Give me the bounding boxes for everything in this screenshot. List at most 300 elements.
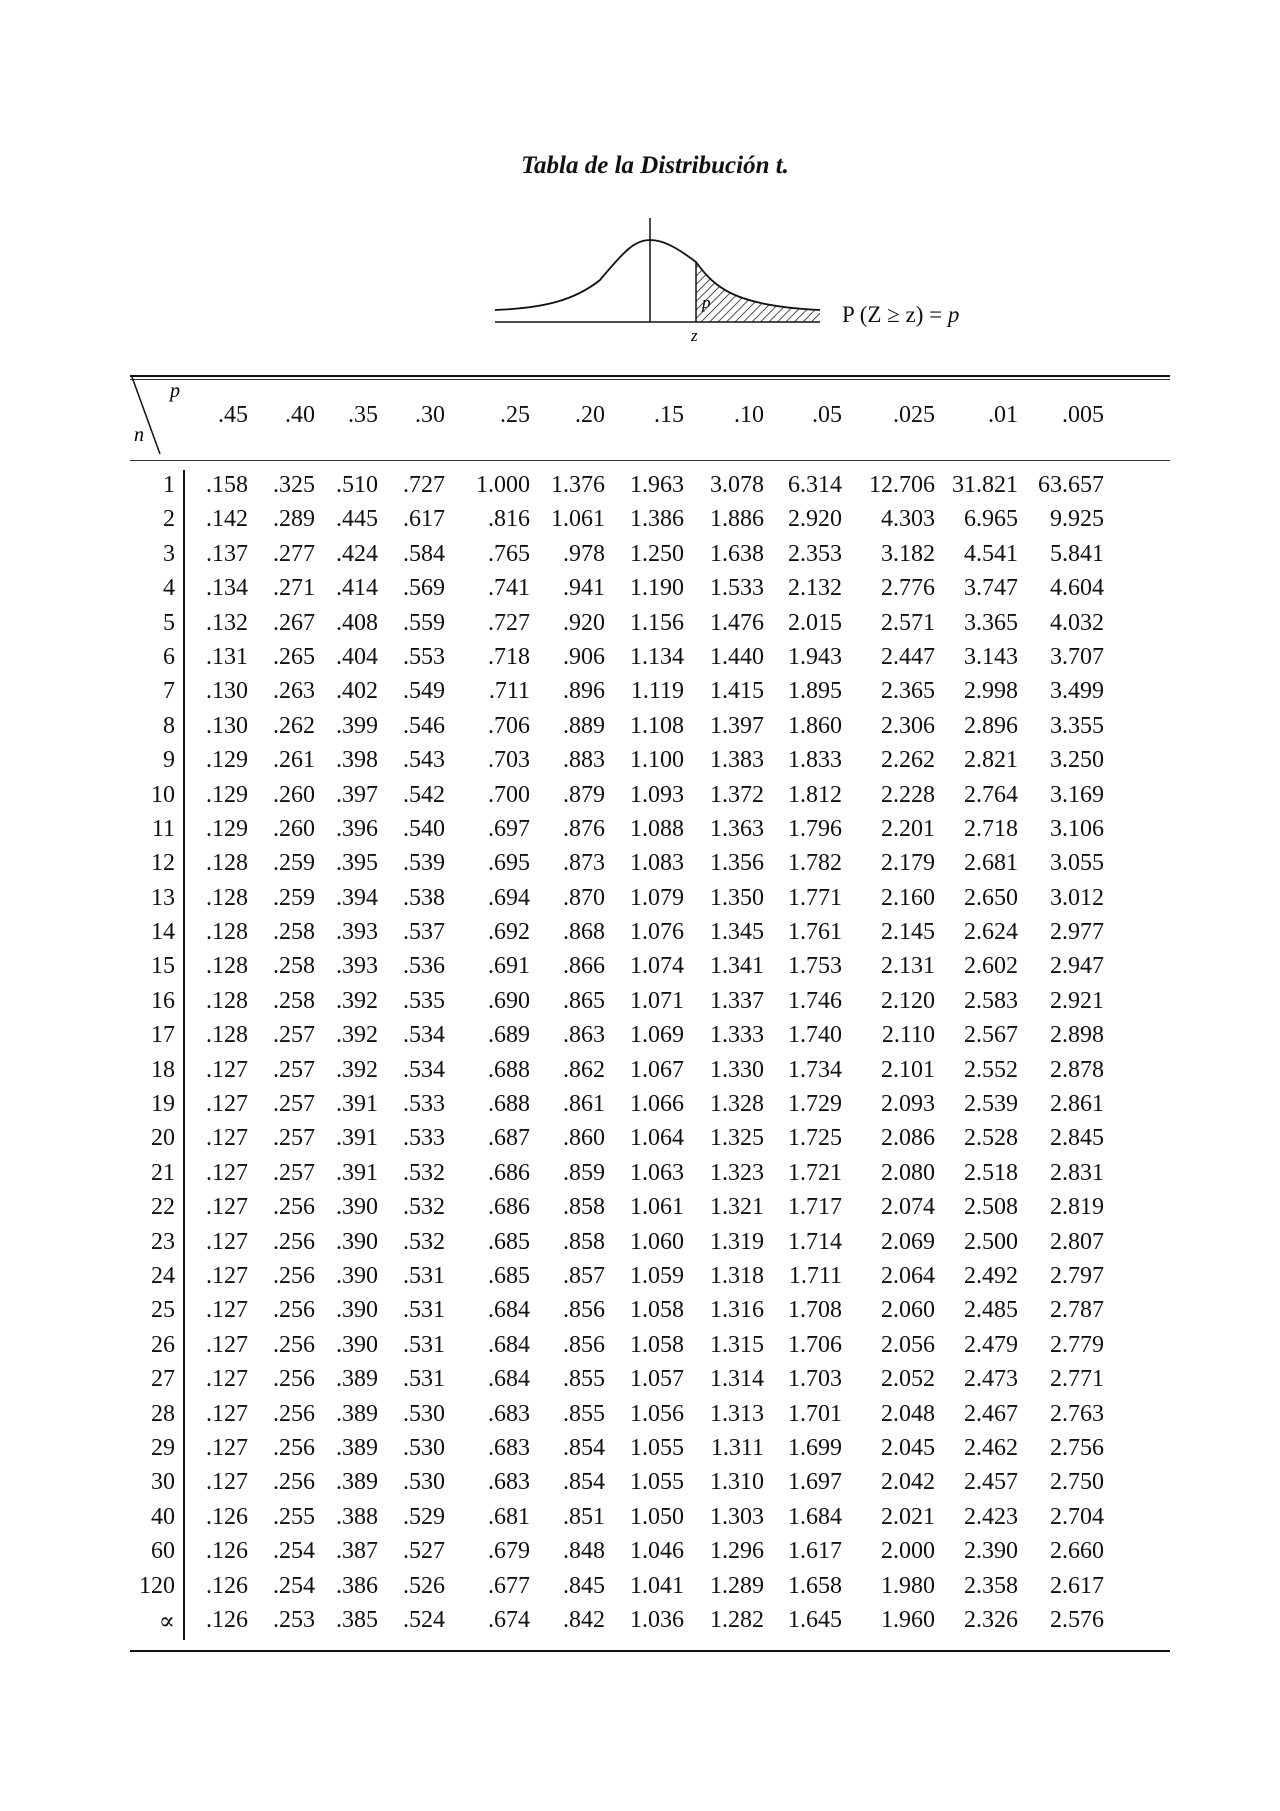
table-cell: 1.057	[630, 1366, 684, 1393]
table-cell: 2.552	[964, 1056, 1018, 1083]
table-cell: .584	[403, 540, 445, 567]
table-cell: 3.707	[1050, 643, 1104, 670]
table-cell: 2.093	[881, 1091, 935, 1118]
table-cell: 1.079	[630, 884, 684, 911]
table-cell: 1.311	[710, 1434, 764, 1461]
table-cell: 3.012	[1050, 884, 1104, 911]
table-cell: .260	[273, 815, 315, 842]
table-cell: 1.064	[630, 1125, 684, 1152]
table-row	[130, 642, 1170, 676]
table-cell: 2.787	[1050, 1297, 1104, 1324]
table-cell: .128	[206, 850, 248, 877]
table-cell: .399	[336, 712, 378, 739]
table-cell: .845	[563, 1572, 605, 1599]
table-row	[130, 1467, 1170, 1501]
table-cell: .689	[488, 1022, 530, 1049]
table-cell: 1.734	[788, 1056, 842, 1083]
table-cell: .127	[206, 1400, 248, 1427]
table-cell: .392	[336, 1022, 378, 1049]
table-cell: 1.476	[710, 609, 764, 636]
table-cell: .256	[273, 1228, 315, 1255]
table-cell: .711	[488, 678, 530, 705]
table-cell: 2.492	[964, 1262, 1018, 1289]
degrees-of-freedom-cell: 30	[151, 1469, 175, 1496]
column-header: .01	[988, 402, 1018, 428]
table-cell: .543	[403, 747, 445, 774]
table-cell: 1.796	[788, 815, 842, 842]
table-cell: 2.145	[881, 919, 935, 946]
table-cell: .534	[403, 1056, 445, 1083]
table-cell: .390	[336, 1228, 378, 1255]
table-cell: 2.764	[964, 781, 1018, 808]
table-row	[130, 1571, 1170, 1605]
table-row	[130, 1433, 1170, 1467]
degrees-of-freedom-cell: 4	[163, 575, 175, 602]
table-cell: 6.965	[964, 506, 1018, 533]
table-cell: .258	[273, 919, 315, 946]
table-cell: .538	[403, 884, 445, 911]
table-cell: .387	[336, 1538, 378, 1565]
table-cell: 2.878	[1050, 1056, 1104, 1083]
table-row	[130, 883, 1170, 917]
table-row	[130, 504, 1170, 538]
table-cell: .879	[563, 781, 605, 808]
table-header-rule	[130, 460, 1170, 461]
table-cell: .684	[488, 1331, 530, 1358]
table-cell: 2.807	[1050, 1228, 1104, 1255]
table-cell: .531	[403, 1366, 445, 1393]
table-cell: .906	[563, 643, 605, 670]
table-cell: .694	[488, 884, 530, 911]
table-cell: .535	[403, 987, 445, 1014]
table-cell: 3.106	[1050, 815, 1104, 842]
table-cell: 2.326	[964, 1606, 1018, 1633]
table-row	[130, 1536, 1170, 1570]
table-cell: .686	[488, 1159, 530, 1186]
table-cell: 12.706	[869, 472, 935, 498]
table-cell: 1.055	[630, 1434, 684, 1461]
table-cell: 1.325	[710, 1125, 764, 1152]
table-cell: 1.074	[630, 953, 684, 980]
table-cell: .920	[563, 609, 605, 636]
table-cell: .855	[563, 1366, 605, 1393]
table-cell: .862	[563, 1056, 605, 1083]
table-cell: 2.473	[964, 1366, 1018, 1393]
table-cell: 2.160	[881, 884, 935, 911]
table-cell: .127	[206, 1125, 248, 1152]
table-cell: 1.697	[788, 1469, 842, 1496]
table-cell: .531	[403, 1297, 445, 1324]
table-cell: 1.250	[630, 540, 684, 567]
table-cell: 1.341	[710, 953, 764, 980]
degrees-of-freedom-cell: 14	[151, 919, 175, 946]
table-cell: 2.617	[1050, 1572, 1104, 1599]
degrees-of-freedom-cell: 120	[139, 1572, 175, 1599]
corner-n: n	[134, 424, 144, 446]
table-cell: 1.960	[881, 1606, 935, 1633]
table-row	[130, 1605, 1170, 1639]
table-cell: 1.063	[630, 1159, 684, 1186]
table-cell: .391	[336, 1125, 378, 1152]
table-cell: .254	[273, 1538, 315, 1565]
table-row	[130, 848, 1170, 882]
table-cell: 1.658	[788, 1572, 842, 1599]
table-cell: 2.015	[788, 609, 842, 636]
table-cell: .868	[563, 919, 605, 946]
table-cell: .131	[206, 643, 248, 670]
table-cell: 2.423	[964, 1503, 1018, 1530]
table-cell: 1.729	[788, 1091, 842, 1118]
table-cell: 4.303	[881, 506, 935, 533]
table-cell: .854	[563, 1469, 605, 1496]
table-cell: .262	[273, 712, 315, 739]
table-cell: .263	[273, 678, 315, 705]
table-cell: .127	[206, 1297, 248, 1324]
table-cell: 2.539	[964, 1091, 1018, 1118]
table-cell: 1.684	[788, 1503, 842, 1530]
degrees-of-freedom-cell: 12	[151, 850, 175, 877]
table-cell: .688	[488, 1056, 530, 1083]
table-cell: 1.088	[630, 815, 684, 842]
table-cell: .257	[273, 1056, 315, 1083]
table-cell: 2.056	[881, 1331, 935, 1358]
table-cell: .424	[336, 540, 378, 567]
column-header: .20	[575, 402, 605, 428]
table-cell: 2.508	[964, 1194, 1018, 1221]
table-cell: .533	[403, 1091, 445, 1118]
table-cell: .681	[488, 1503, 530, 1530]
table-cell: .130	[206, 712, 248, 739]
table-cell: 1.071	[630, 987, 684, 1014]
table-cell: .129	[206, 781, 248, 808]
table-cell: .256	[273, 1331, 315, 1358]
table-cell: .127	[206, 1194, 248, 1221]
degrees-of-freedom-cell: 21	[151, 1159, 175, 1186]
table-cell: .695	[488, 850, 530, 877]
table-cell: 2.485	[964, 1297, 1018, 1324]
table-cell: .816	[488, 506, 530, 533]
table-cell: 2.650	[964, 884, 1018, 911]
table-cell: 2.776	[881, 575, 935, 602]
table-cell: 2.704	[1050, 1503, 1104, 1530]
table-cell: .271	[273, 575, 315, 602]
table-cell: 1.061	[630, 1194, 684, 1221]
table-cell: .256	[273, 1297, 315, 1324]
degrees-of-freedom-cell: 1	[163, 472, 175, 498]
table-cell: .866	[563, 953, 605, 980]
table-cell: .534	[403, 1022, 445, 1049]
table-cell: 1.782	[788, 850, 842, 877]
table-cell: .396	[336, 815, 378, 842]
table-cell: 2.861	[1050, 1091, 1104, 1118]
table-cell: .127	[206, 1056, 248, 1083]
degrees-of-freedom-cell: 23	[151, 1228, 175, 1255]
table-cell: .553	[403, 643, 445, 670]
table-cell: 2.756	[1050, 1434, 1104, 1461]
table-cell: 2.048	[881, 1400, 935, 1427]
table-cell: 1.886	[710, 506, 764, 533]
table-cell: .129	[206, 815, 248, 842]
table-cell: .126	[206, 1538, 248, 1565]
table-cell: 1.061	[551, 506, 605, 533]
table-cell: .391	[336, 1159, 378, 1186]
table-cell: 1.319	[710, 1228, 764, 1255]
table-cell: .385	[336, 1606, 378, 1633]
table-cell: 1.833	[788, 747, 842, 774]
table-cell: 1.725	[788, 1125, 842, 1152]
table-cell: 2.898	[1050, 1022, 1104, 1049]
table-cell: 1.711	[788, 1262, 842, 1289]
table-cell: .390	[336, 1194, 378, 1221]
table-cell: 2.021	[881, 1503, 935, 1530]
table-cell: .683	[488, 1400, 530, 1427]
table-cell: 1.714	[788, 1228, 842, 1255]
table-cell: 2.831	[1050, 1159, 1104, 1186]
table-cell: .530	[403, 1400, 445, 1427]
table-cell: .941	[563, 575, 605, 602]
table-cell: .700	[488, 781, 530, 808]
degrees-of-freedom-cell: 5	[163, 609, 175, 636]
table-cell: 9.925	[1050, 506, 1104, 533]
table-cell: 1.963	[630, 472, 684, 498]
degrees-of-freedom-cell: 28	[151, 1400, 175, 1427]
table-cell: .685	[488, 1228, 530, 1255]
table-cell: 1.771	[788, 884, 842, 911]
probability-label-prefix: P (Z ≥ z) =	[842, 302, 948, 327]
table-cell: .858	[563, 1194, 605, 1221]
table-cell: 5.841	[1050, 540, 1104, 567]
table-cell: .861	[563, 1091, 605, 1118]
table-cell: 1.980	[881, 1572, 935, 1599]
table-cell: 2.718	[964, 815, 1018, 842]
table-cell: .127	[206, 1366, 248, 1393]
table-cell: .132	[206, 609, 248, 636]
table-cell: .128	[206, 884, 248, 911]
table-cell: 1.383	[710, 747, 764, 774]
column-header: .40	[285, 402, 315, 428]
table-cell: 1.313	[710, 1400, 764, 1427]
table-cell: 2.262	[881, 747, 935, 774]
table-cell: .741	[488, 575, 530, 602]
table-row	[130, 470, 1170, 504]
table-cell: 2.576	[1050, 1606, 1104, 1633]
table-cell: .390	[336, 1331, 378, 1358]
table-cell: .255	[273, 1503, 315, 1530]
table-cell: 1.943	[788, 643, 842, 670]
table-cell: 1.330	[710, 1056, 764, 1083]
table-cell: 1.303	[710, 1503, 764, 1530]
degrees-of-freedom-cell: 8	[163, 712, 175, 739]
table-cell: .256	[273, 1469, 315, 1496]
table-cell: .765	[488, 540, 530, 567]
table-cell: .390	[336, 1297, 378, 1324]
table-cell: .863	[563, 1022, 605, 1049]
table-cell: .537	[403, 919, 445, 946]
table-top-rule-thin	[130, 379, 1170, 380]
table-cell: .859	[563, 1159, 605, 1186]
table-cell: 1.190	[630, 575, 684, 602]
table-cell: 1.337	[710, 987, 764, 1014]
table-cell: 3.499	[1050, 678, 1104, 705]
table-cell: 2.920	[788, 506, 842, 533]
table-cell: .873	[563, 850, 605, 877]
table-row	[130, 608, 1170, 642]
degrees-of-freedom-cell: 29	[151, 1434, 175, 1461]
table-cell: .683	[488, 1469, 530, 1496]
table-cell: 1.440	[710, 643, 764, 670]
corner-p: p	[170, 380, 180, 402]
table-cell: 1.860	[788, 712, 842, 739]
table-cell: 1.356	[710, 850, 764, 877]
degrees-of-freedom-cell: 20	[151, 1125, 175, 1152]
table-cell: 2.120	[881, 987, 935, 1014]
table-cell: .392	[336, 1056, 378, 1083]
table-cell: .697	[488, 815, 530, 842]
table-cell: 1.376	[551, 472, 605, 498]
table-cell: 2.750	[1050, 1469, 1104, 1496]
table-cell: 1.059	[630, 1262, 684, 1289]
table-cell: 2.179	[881, 850, 935, 877]
table-cell: .129	[206, 747, 248, 774]
table-cell: .126	[206, 1503, 248, 1530]
table-cell: 2.896	[964, 712, 1018, 739]
table-cell: .685	[488, 1262, 530, 1289]
table-cell: .848	[563, 1538, 605, 1565]
column-header: .35	[348, 402, 378, 428]
table-cell: .674	[488, 1606, 530, 1633]
table-cell: .256	[273, 1262, 315, 1289]
table-cell: 1.058	[630, 1331, 684, 1358]
table-cell: .389	[336, 1434, 378, 1461]
table-cell: .260	[273, 781, 315, 808]
table-cell: .389	[336, 1366, 378, 1393]
table-cell: .253	[273, 1606, 315, 1633]
table-cell: .679	[488, 1538, 530, 1565]
table-cell: .546	[403, 712, 445, 739]
degrees-of-freedom-cell: 11	[151, 815, 175, 842]
table-cell: .687	[488, 1125, 530, 1152]
table-cell: 2.467	[964, 1400, 1018, 1427]
table-cell: 1.055	[630, 1469, 684, 1496]
table-cell: .851	[563, 1503, 605, 1530]
table-cell: 1.333	[710, 1022, 764, 1049]
table-cell: .539	[403, 850, 445, 877]
table-cell: 2.000	[881, 1538, 935, 1565]
degrees-of-freedom-cell: 27	[151, 1366, 175, 1393]
table-cell: 2.132	[788, 575, 842, 602]
table-cell: .394	[336, 884, 378, 911]
table-cell: 2.763	[1050, 1400, 1104, 1427]
table-cell: 1.310	[710, 1469, 764, 1496]
p-mark: p	[702, 293, 711, 312]
table-cell: .857	[563, 1262, 605, 1289]
table-cell: 2.819	[1050, 1194, 1104, 1221]
table-cell: 3.250	[1050, 747, 1104, 774]
column-header: .30	[415, 402, 445, 428]
table-cell: .549	[403, 678, 445, 705]
table-cell: .727	[403, 472, 445, 498]
table-cell: .137	[206, 540, 248, 567]
table-cell: .389	[336, 1400, 378, 1427]
table-cell: .134	[206, 575, 248, 602]
table-cell: .128	[206, 953, 248, 980]
degrees-of-freedom-cell: 40	[151, 1503, 175, 1530]
table-cell: 1.397	[710, 712, 764, 739]
table-cell: 2.500	[964, 1228, 1018, 1255]
table-cell: .540	[403, 815, 445, 842]
table-cell: .684	[488, 1297, 530, 1324]
table-cell: 2.390	[964, 1538, 1018, 1565]
table-cell: 1.717	[788, 1194, 842, 1221]
table-cell: 2.201	[881, 815, 935, 842]
table-cell: .684	[488, 1366, 530, 1393]
table-cell: 3.169	[1050, 781, 1104, 808]
table-cell: .532	[403, 1159, 445, 1186]
column-header: .45	[218, 402, 248, 428]
table-cell: .259	[273, 884, 315, 911]
table-cell: 2.042	[881, 1469, 935, 1496]
table-cell: 1.701	[788, 1400, 842, 1427]
degrees-of-freedom-cell: 24	[151, 1262, 175, 1289]
table-cell: 1.316	[710, 1297, 764, 1324]
table-cell: .404	[336, 643, 378, 670]
table-cell: .524	[403, 1606, 445, 1633]
probability-label	[842, 302, 959, 328]
table-cell: 1.050	[630, 1503, 684, 1530]
table-cell: 1.895	[788, 678, 842, 705]
table-row	[130, 1399, 1170, 1433]
table-cell: 1.076	[630, 919, 684, 946]
table-cell: 1.372	[710, 781, 764, 808]
table-cell: 1.093	[630, 781, 684, 808]
table-cell: 2.045	[881, 1434, 935, 1461]
table-cell: 1.328	[710, 1091, 764, 1118]
table-row	[130, 1158, 1170, 1192]
degrees-of-freedom-cell: 22	[151, 1194, 175, 1221]
table-cell: 1.345	[710, 919, 764, 946]
table-cell: 1.289	[710, 1572, 764, 1599]
table-cell: .395	[336, 850, 378, 877]
table-cell: .390	[336, 1262, 378, 1289]
table-cell: 2.306	[881, 712, 935, 739]
table-cell: .257	[273, 1022, 315, 1049]
table-cell: .398	[336, 747, 378, 774]
table-cell: .386	[336, 1572, 378, 1599]
table-cell: .718	[488, 643, 530, 670]
table-cell: 2.518	[964, 1159, 1018, 1186]
table-cell: 2.681	[964, 850, 1018, 877]
table-cell: .391	[336, 1091, 378, 1118]
table-row	[130, 539, 1170, 573]
table-cell: 2.821	[964, 747, 1018, 774]
table-cell: .692	[488, 919, 530, 946]
table-row	[130, 1020, 1170, 1054]
table-cell: 1.108	[630, 712, 684, 739]
table-cell: .542	[403, 781, 445, 808]
table-cell: 1.703	[788, 1366, 842, 1393]
table-cell: .158	[206, 472, 248, 498]
table-cell: .856	[563, 1297, 605, 1324]
table-cell: 1.761	[788, 919, 842, 946]
table-cell: .325	[273, 472, 315, 498]
table-cell: .128	[206, 1022, 248, 1049]
table-cell: .402	[336, 678, 378, 705]
degrees-of-freedom-cell: ∝	[158, 1608, 175, 1635]
table-cell: 2.462	[964, 1434, 1018, 1461]
table-cell: .256	[273, 1400, 315, 1427]
t-distribution-curve	[490, 210, 850, 350]
table-cell: .257	[273, 1159, 315, 1186]
